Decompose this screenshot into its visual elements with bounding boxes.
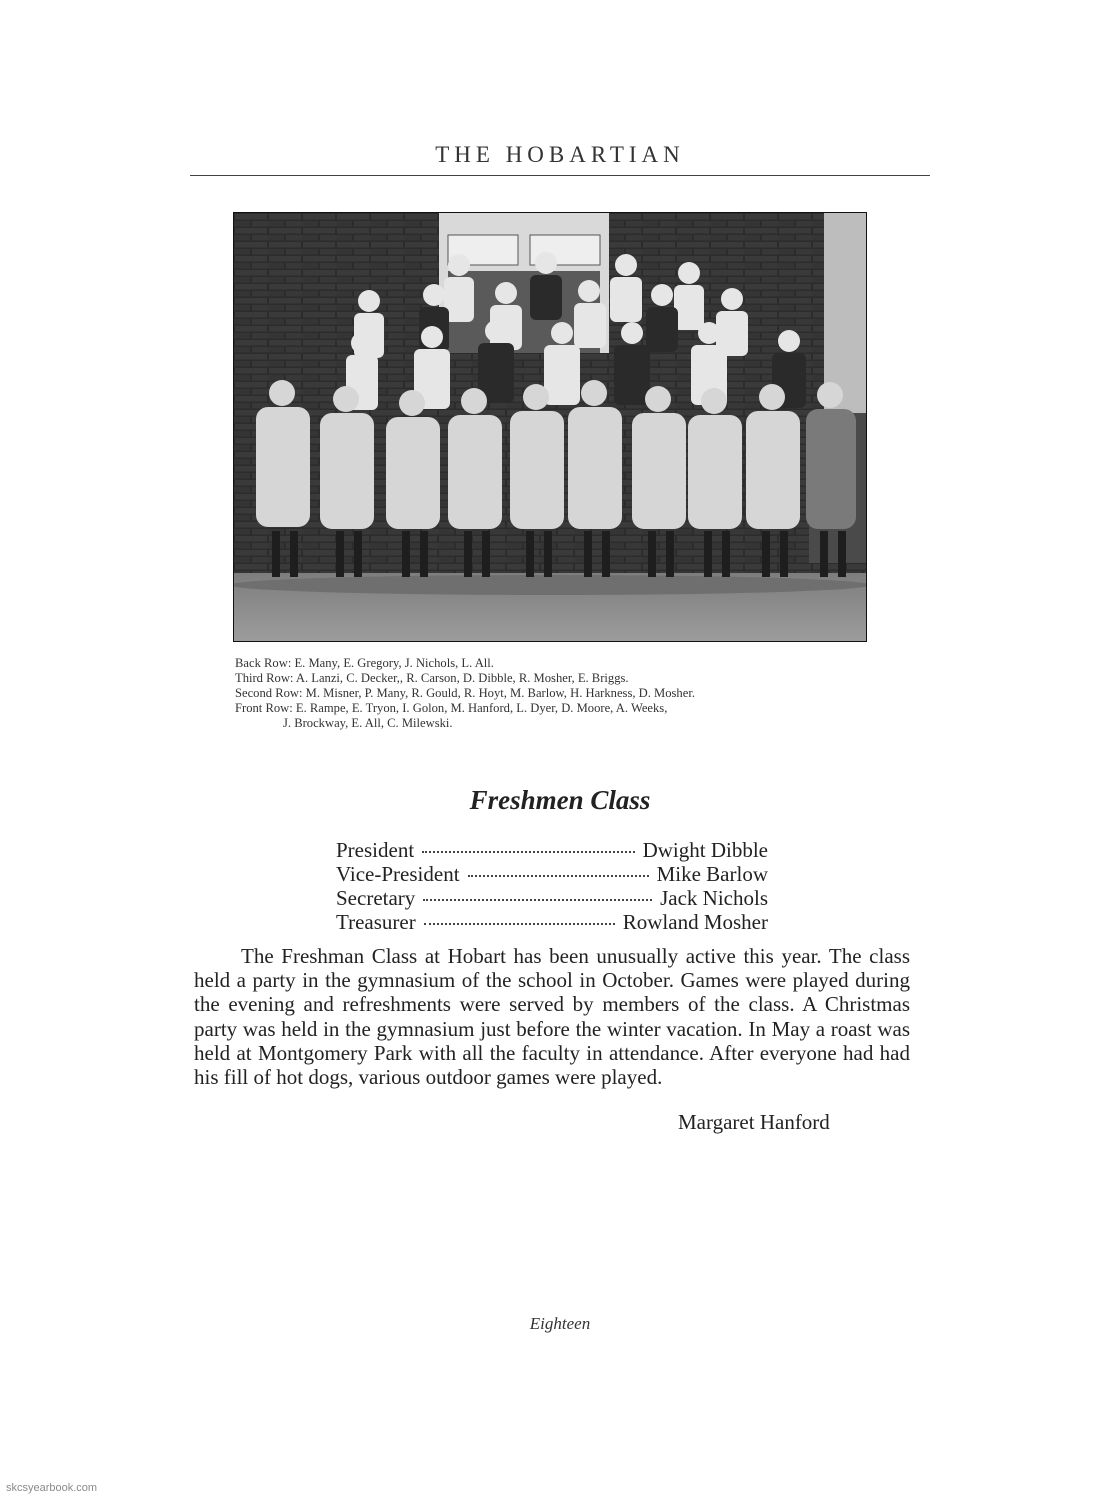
officer-name: Mike Barlow [656, 862, 768, 886]
officer-role: Treasurer [336, 910, 416, 934]
officer-row-treasurer [336, 910, 768, 934]
page-number: Eighteen [529, 1314, 591, 1333]
caption-front-row: Front Row: E. Rampe, E. Tryon, I. Golon, M. Hanford, L. Dyer, D. Moore, A. Weeks, [235, 701, 668, 715]
site-watermark: skcsyearbook.com [6, 1482, 98, 1494]
officer-role: President [336, 838, 415, 862]
photo-caption [235, 656, 895, 731]
officer-name: Rowland Mosher [622, 910, 768, 934]
running-title: THE HOBARTIAN [435, 142, 685, 167]
author-signature: Margaret Hanford [678, 1110, 830, 1134]
caption-back-row: Back Row: E. Many, E. Gregory, J. Nichols, L. All. [235, 656, 494, 670]
officer-role: Vice-President [336, 862, 460, 886]
officer-role: Secretary [336, 886, 416, 910]
leader-dots [468, 874, 649, 877]
caption-front-row-continuation: J. Brockway, E. All, C. Milewski. [283, 716, 453, 730]
caption-second-row: Second Row: M. Misner, P. Many, R. Gould, R. Hoyt, M. Barlow, H. Harkness, D. Mosher. [235, 686, 695, 700]
header-rule [190, 175, 930, 176]
officer-name: Dwight Dibble [642, 838, 768, 862]
leader-dots [423, 898, 652, 901]
class-history-paragraph: The Freshman Class at Hobart has been unusually active this year. The class held a party in the gymnasium of the school in October. Games were played during the evening and refreshments were served by members of the class. A Christmas party was held in the gymnasium just before the winter vacation. In May a roast was held at Montgomery Park with all the faculty in attendance. After everyone had had his fill of hot dogs, various outdoor games were played. [194, 944, 910, 1090]
leader-dots [422, 850, 634, 853]
class-photo [233, 212, 867, 642]
leader-dots [424, 922, 615, 925]
officer-row-president [336, 838, 768, 862]
section-title: Freshmen Class [469, 785, 651, 815]
officer-name: Jack Nichols [660, 886, 768, 910]
officer-row-secretary [336, 886, 768, 910]
caption-third-row: Third Row: A. Lanzi, C. Decker,, R. Carson, D. Dibble, R. Mosher, E. Briggs. [235, 671, 629, 685]
officers-list [336, 838, 768, 934]
officer-row-vice-president [336, 862, 768, 886]
